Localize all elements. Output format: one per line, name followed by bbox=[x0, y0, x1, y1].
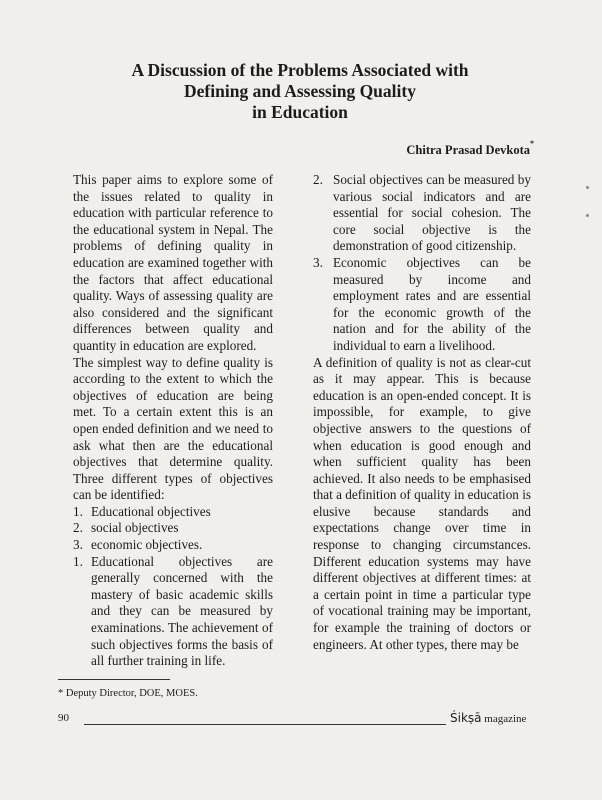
abstract-paragraph: This paper aims to explore some of the issues related to quality in education with particular reference to the educational system in Nepal. The problems of defining quality in education are examined together with the factors that affect educational quality. Ways of assessing quality are also considered and the significant differences between quality and quantity in education are explored. bbox=[73, 172, 273, 353]
quality-definition-paragraph: A definition of quality is not as clear-cut as it may appear. This is because education is an open-ended concept. It is impossible, for example, to give objective answers to the questions of when education is good enough and when sufficient quality has been achieved. It also needs to be emphasised that a definition of quality in education is elusive because standards and expectations change over time in response to changing circumstances. Different education systems may have different objectives at different times: at a certain point in time a particular type of vocational training may be important, for example the training of doctors or engineers. At other types, there may be bbox=[313, 354, 531, 652]
scan-speck bbox=[586, 186, 589, 189]
title-line-2: Defining and Assessing Quality bbox=[184, 81, 416, 101]
list-item bbox=[73, 504, 273, 521]
scan-speck bbox=[586, 214, 589, 217]
list-item-number: 3. bbox=[313, 254, 323, 270]
list-item bbox=[313, 172, 531, 255]
list-item-number: 2. bbox=[73, 520, 83, 536]
list-item-text: social objectives bbox=[91, 520, 179, 536]
list-item bbox=[313, 255, 531, 355]
list-item bbox=[73, 554, 273, 670]
article-title bbox=[60, 60, 540, 123]
list-item-text: Social objectives can be measured by various social indicators and are essential for social cohesion. The core social objective is the demonstration of good citizenship. bbox=[333, 172, 531, 254]
list-item-text: Educational objectives bbox=[91, 503, 211, 519]
objective-details-list-continued bbox=[313, 172, 531, 355]
list-item bbox=[73, 537, 273, 554]
list-item-number: 2. bbox=[313, 172, 323, 187]
list-item bbox=[73, 520, 273, 537]
footnote: * Deputy Director, DOE, MOES. bbox=[58, 688, 198, 699]
magazine-brand: Śikṣā bbox=[450, 711, 482, 725]
magazine-name bbox=[450, 711, 526, 725]
objective-details-list bbox=[73, 554, 273, 670]
footnote-divider bbox=[58, 679, 170, 680]
definition-paragraph: The simplest way to define quality is according to the extent to which the objectives of education are being met. To a certain extent this is an open ended definition and we need to ask what then are the educational objectives that determine quality. Three different types of objectives can be identified: bbox=[73, 354, 273, 503]
title-line-3: in Education bbox=[252, 102, 348, 122]
author-name: Chitra Prasad Devkota bbox=[406, 143, 530, 158]
right-column bbox=[313, 172, 531, 653]
page-number: 90 bbox=[58, 712, 69, 724]
title-line-1: A Discussion of the Problems Associated with bbox=[131, 60, 469, 80]
author-footnote-marker: * bbox=[530, 139, 534, 148]
list-item-text: Educational objectives are generally concerned with the mastery of basic academic skills and they can be measured by examinations. The achievement of such objectives forms the basis of all further training in life. bbox=[91, 553, 273, 669]
list-item-number: 3. bbox=[73, 537, 83, 553]
author-byline bbox=[406, 139, 534, 158]
list-item-number: 1. bbox=[73, 503, 83, 519]
objective-types-list bbox=[73, 504, 273, 554]
list-item-text: economic objectives. bbox=[91, 537, 203, 553]
list-item-number: 1. bbox=[73, 553, 83, 569]
left-column bbox=[73, 172, 273, 670]
list-item-text: Economic objectives can be measured by income and employment rates and are essential for the economic growth of the nation and for the ability of the individual to earn a livelihood. bbox=[333, 254, 531, 353]
magazine-word: magazine bbox=[484, 713, 527, 725]
footer-rule bbox=[84, 724, 446, 725]
